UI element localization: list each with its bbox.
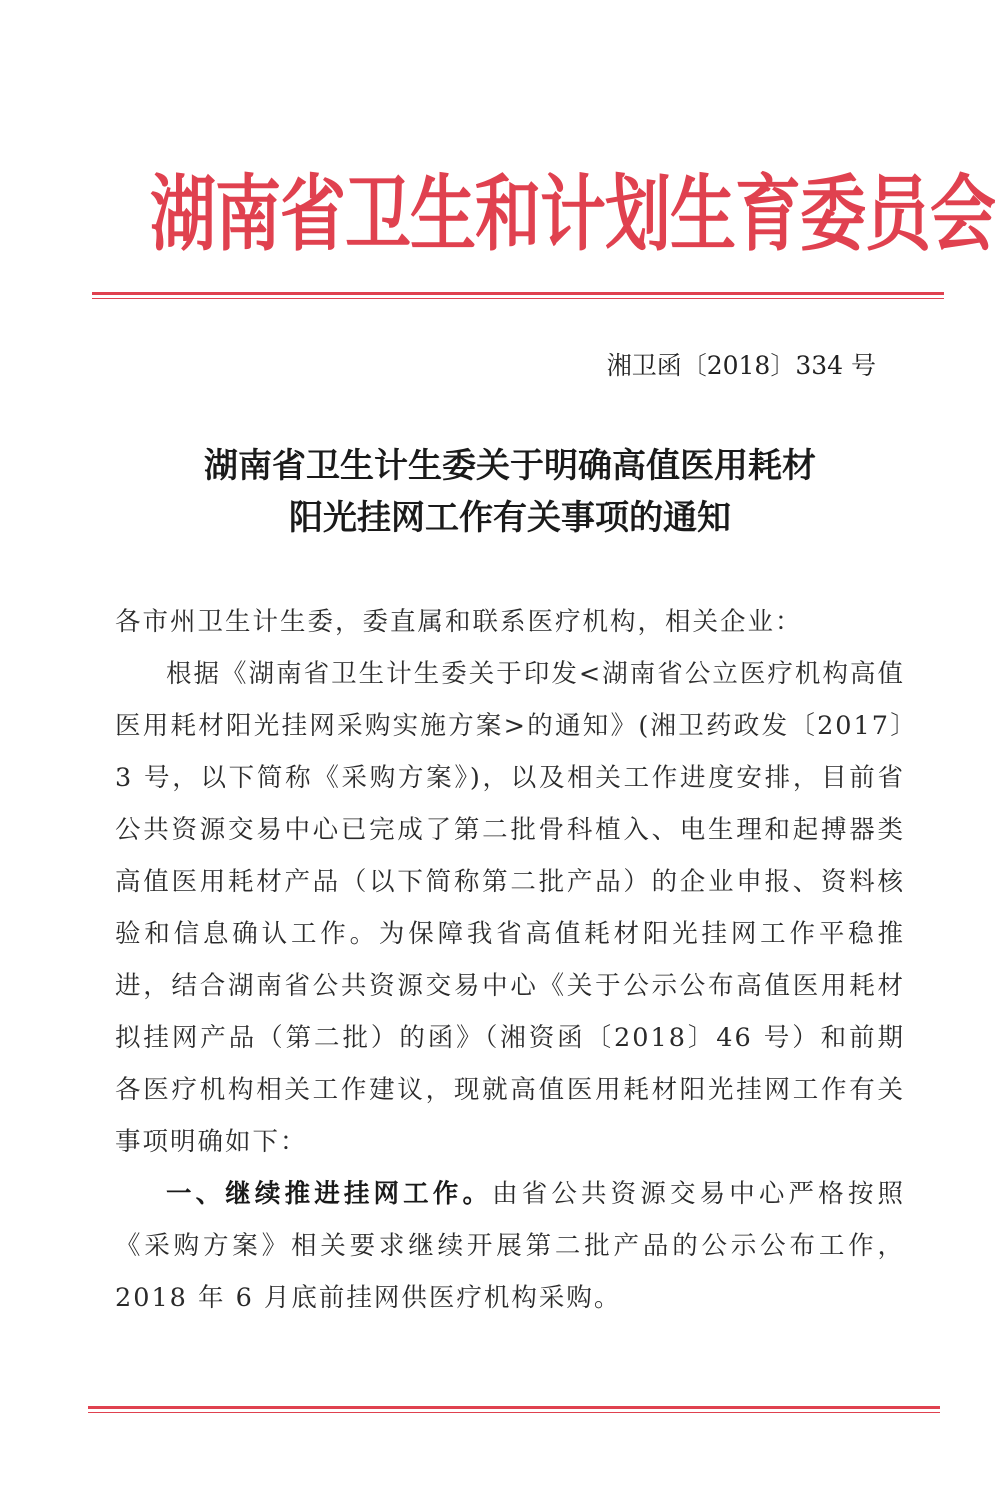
masthead-divider-thin bbox=[92, 298, 944, 299]
section-1-heading: 一、继续推进挂网工作。 bbox=[166, 1179, 493, 1209]
salutation: 各市州卫生计生委，委直属和联系医疗机构，相关企业： bbox=[115, 607, 803, 637]
footer-divider bbox=[88, 1406, 940, 1409]
document-title bbox=[80, 440, 940, 544]
title-line-1: 湖南省卫生计生委关于明确高值医用耗材 bbox=[204, 446, 816, 486]
paragraph-intro: 根据《湖南省卫生计生委关于印发<湖南省公立医疗机构高值医用耗材阳光挂网采购实施方案>的通知》(湘卫药政发〔2017〕3 号，以下简称《采购方案》)，以及相关工作进度安排，目前省公共资源交易中心已完成了第二批骨科植入、电生理和起搏器类高值医用耗材产品（以下简称第二批产品）的企业申报、资料核验和信息确认工作。为保障我省高值耗材阳光挂网工作平稳推进，结合湖南省公共资源交易中心《关于公示公布高值医用耗材拟挂网产品（第二批）的函》（湘资函〔2018〕46 号）和前期各医疗机构相关工作建议，现就高值医用耗材阳光挂网工作有关事项明确如下： bbox=[115, 659, 905, 1157]
footer-divider-thin bbox=[88, 1412, 940, 1413]
section-1 bbox=[115, 1168, 905, 1324]
masthead-divider bbox=[92, 292, 944, 295]
title-line-2: 阳光挂网工作有关事项的通知 bbox=[289, 498, 731, 538]
document-number: 湘卫函〔2018〕334 号 bbox=[606, 351, 876, 380]
document-body bbox=[115, 596, 905, 1324]
masthead-title: 湖南省卫生和计划生育委员会 bbox=[150, 166, 995, 263]
section-1-text: 由省公共资源交易中心严格按照《采购方案》相关要求继续开展第二批产品的公示公布工作，2018 年 6 月底前挂网供医疗机构采购。 bbox=[115, 1179, 905, 1313]
